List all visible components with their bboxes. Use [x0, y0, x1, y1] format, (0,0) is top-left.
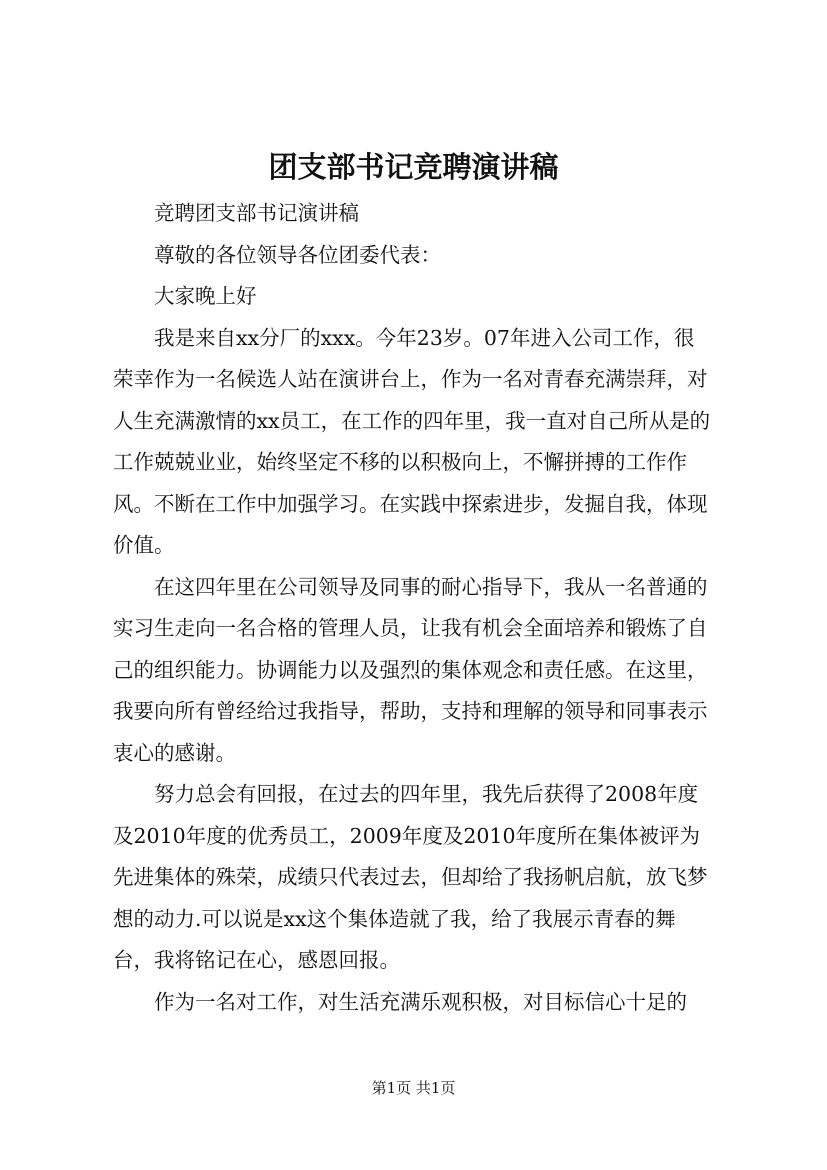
- paragraph-subtitle: 竞聘团支部书记演讲稿: [154, 201, 359, 225]
- paragraph-growth: 在这四年里在公司领导及同事的耐心指导下，我从一名普通的实习生走向一名合格的管理人员，让我有机会全面培养和锻炼了自己的组织能力。协调能力以及强烈的集体观念和责任感。在这里，我要向所有曾经给过我指导，帮助，支持和理解的领导和同事表示衷心的感谢。: [113, 574, 708, 765]
- document-body: [113, 193, 713, 1023]
- paragraph-achievements: 努力总会有回报，在过去的四年里，我先后获得了2008年度及2010年度的优秀员工，2009年度及2010年度所在集体被评为先进集体的殊荣，成绩只代表过去，但却给了我扬帆启航，放飞梦想的动力.可以说是xx这个集体造就了我，给了我展示青春的舞台，我将铭记在心，感恩回报。: [113, 782, 708, 972]
- page-number-footer: 第1页 共1页: [371, 1079, 456, 1097]
- paragraph-continuation: 作为一名对工作，对生活充满乐观积极，对目标信心十足的: [154, 989, 687, 1014]
- paragraph-salutation: 尊敬的各位领导各位团委代表：: [154, 242, 441, 267]
- document-title: 团支部书记竞聘演讲稿: [268, 150, 559, 184]
- paragraph-greeting: 大家晚上好: [154, 284, 257, 308]
- paragraph-introduction: 我是来自xx分厂的xxx。今年23岁。07年进入公司工作，很荣幸作为一名候选人站在演讲台上，作为一名对青春充满崇拜，对人生充满激情的xx员工，在工作的四年里，我一直对自己所从是的工作兢兢业业，始终坚定不移的以积极向上，不懈拼搏的工作作风。不断在工作中加强学习。在实践中探索进步，发掘自我，体现价值。: [113, 325, 711, 557]
